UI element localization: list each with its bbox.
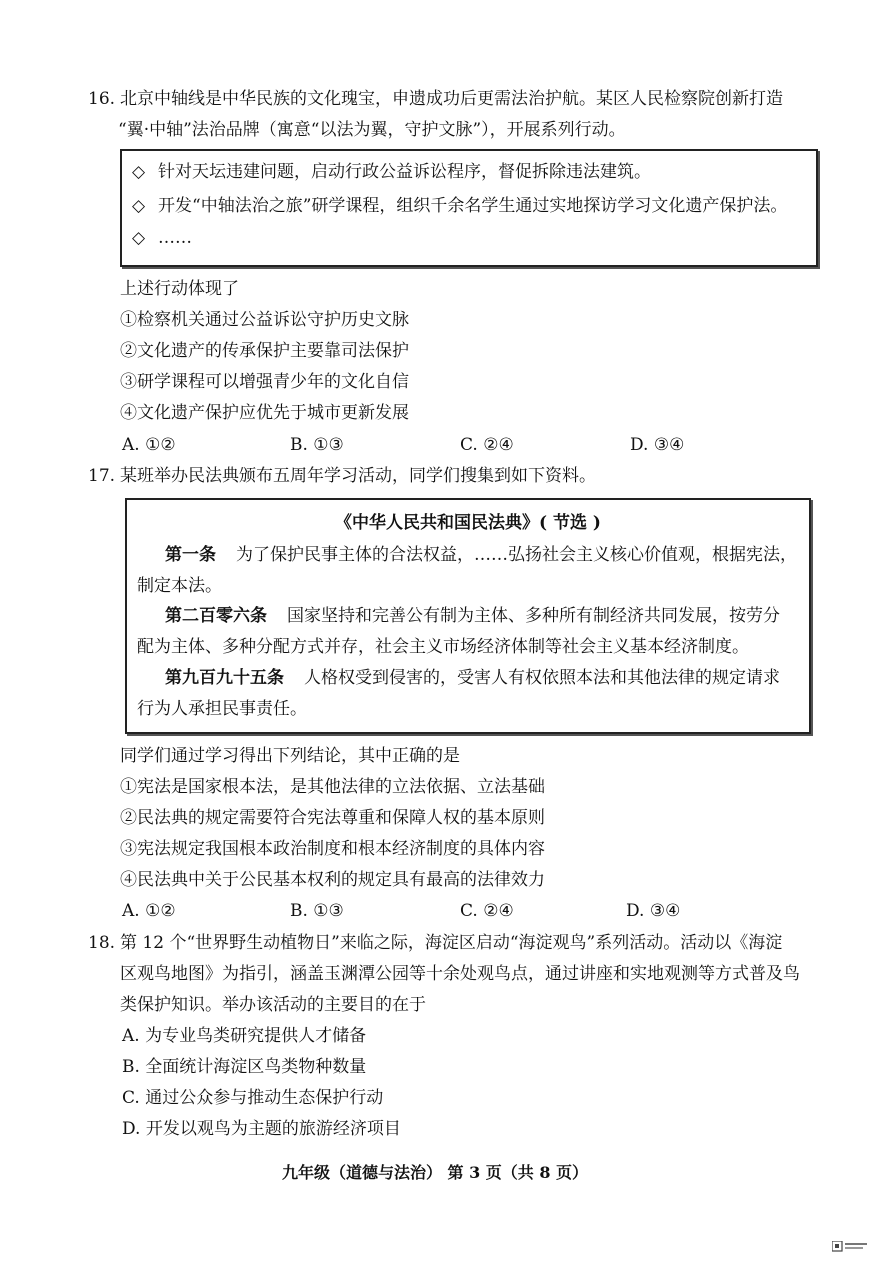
q16-box-item <box>132 225 192 251</box>
q18-option-b[interactable]: B. 全面统计海淀区鸟类物种数量 <box>122 1057 367 1077</box>
q17-statement-4: ④民法典中关于公民基本权利的规定具有最高的法律效力 <box>120 870 545 890</box>
q17-statement-2: ②民法典的规定需要符合宪法尊重和保障人权的基本原则 <box>120 808 545 828</box>
q18-stem-line-1: 第 12 个“世界野生动植物日”来临之际，海淀区启动“海淀观鸟”系列活动。活动以《海淀 <box>120 933 783 953</box>
q18-option-d[interactable]: D. 开发以观鸟为主题的旅游经济项目 <box>122 1119 401 1139</box>
page-footer: 九年级（道德与法治） 第 3 页（共 8 页） <box>281 1163 589 1182</box>
q17-article-text: 人格权受到侵害的，受害人有权依照本法和其他法律的规定请求 <box>304 668 780 688</box>
q17-option-a[interactable]: A. ①② <box>122 901 176 921</box>
q17-article-label: 第一条 <box>165 545 216 565</box>
q17-article-text: 制定本法。 <box>137 576 222 596</box>
q17-statement-1: ①宪法是国家根本法，是其他法律的立法依据、立法基础 <box>120 777 545 797</box>
q17-article-label: 第九百九十五条 <box>165 668 284 688</box>
q16-material-box <box>120 149 818 267</box>
q18-number: 18. <box>88 933 116 953</box>
q16-statement-1: ①检察机关通过公益诉讼守护历史文脉 <box>120 310 409 330</box>
q17-article-text: 配为主体、多种分配方式并存，社会主义市场经济体制等社会主义基本经济制度。 <box>137 637 749 657</box>
q16-option-d[interactable]: D. ③④ <box>630 435 685 455</box>
q17-option-c[interactable]: C. ②④ <box>460 901 514 921</box>
q16-option-b[interactable]: B. ①③ <box>290 435 344 455</box>
q16-stem-line-1: 北京中轴线是中华民族的文化瑰宝，申遗成功后更需法治护航。某区人民检察院创新打造 <box>120 89 783 109</box>
q16-number: 16. <box>88 89 116 109</box>
q16-statement-2: ②文化遗产的传承保护主要靠司法保护 <box>120 341 409 361</box>
q18-option-a[interactable]: A. 为专业鸟类研究提供人才储备 <box>122 1026 367 1046</box>
q17-statement-3: ③宪法规定我国根本政治制度和根本经济制度的具体内容 <box>120 839 545 859</box>
q17-option-d[interactable]: D. ③④ <box>626 901 681 921</box>
q17-article-line <box>165 603 780 629</box>
q17-option-b[interactable]: B. ①③ <box>290 901 344 921</box>
q16-box-item-text: …… <box>158 228 192 248</box>
q17-number: 17. <box>88 466 116 486</box>
q17-article-line <box>165 665 780 691</box>
q17-article-text: 为了保护民事主体的合法权益，……弘扬社会主义核心价值观，根据宪法， <box>236 545 797 565</box>
diamond-bullet-icon: ◇ <box>132 228 146 248</box>
q17-stem: 某班举办民法典颁布五周年学习活动，同学们搜集到如下资料。 <box>120 466 596 486</box>
q16-stem-line-2: “翼·中轴”法治品牌（寓意“以法为翼，守护文脉”），开展系列行动。 <box>118 120 626 140</box>
diamond-bullet-icon: ◇ <box>132 196 146 216</box>
q16-box-item <box>132 159 651 185</box>
q16-box-item-text: 开发“中轴法治之旅”研学课程，组织千余名学生通过实地探访学习文化遗产保护法。 <box>158 196 788 216</box>
qr-code-icon <box>832 1241 868 1253</box>
q16-option-a[interactable]: A. ①② <box>122 435 176 455</box>
q17-material-box <box>125 498 811 734</box>
q16-option-c[interactable]: C. ②④ <box>460 435 514 455</box>
q17-box-title: 《中华人民共和国民法典》( 节选 ) <box>335 513 601 533</box>
q17-article-label: 第二百零六条 <box>165 606 267 626</box>
q16-statement-4: ④文化遗产保护应优先于城市更新发展 <box>120 403 409 423</box>
diamond-bullet-icon: ◇ <box>132 162 146 182</box>
q18-stem-line-2: 区观鸟地图》为指引，涵盖玉渊潭公园等十余处观鸟点，通过讲座和实地观测等方式普及鸟 <box>120 964 800 984</box>
q17-article-line <box>165 542 797 568</box>
q17-article-text: 国家坚持和完善公有制为主体、多种所有制经济共同发展，按劳分 <box>287 606 780 626</box>
q17-prompt: 同学们通过学习得出下列结论，其中正确的是 <box>120 746 460 766</box>
q16-prompt: 上述行动体现了 <box>120 279 239 299</box>
q16-statement-3: ③研学课程可以增强青少年的文化自信 <box>120 372 409 392</box>
q17-article-text: 行为人承担民事责任。 <box>137 699 307 719</box>
q16-box-item-text: 针对天坛违建问题，启动行政公益诉讼程序，督促拆除违法建筑。 <box>158 162 651 182</box>
q18-option-c[interactable]: C. 通过公众参与推动生态保护行动 <box>122 1088 384 1108</box>
q18-stem-line-3: 类保护知识。举办该活动的主要目的在于 <box>120 995 426 1015</box>
q16-box-item <box>132 193 787 219</box>
